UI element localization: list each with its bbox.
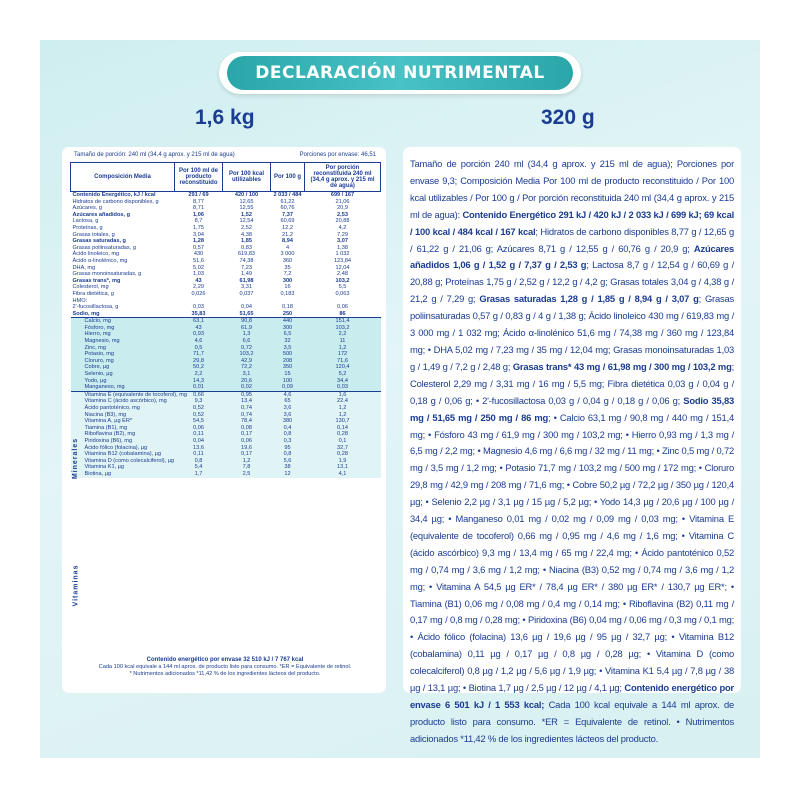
nutrient-name-cell: Niacina (B3), mg xyxy=(71,412,175,419)
nutrient-name-cell: Ácido pantoténico, mg xyxy=(71,405,175,412)
value-cell: 5,2 xyxy=(305,371,381,378)
nutrient-name-cell: Magnesio, mg xyxy=(71,338,175,345)
value-cell: 4 xyxy=(285,244,290,251)
value-cell: 0,09 xyxy=(271,384,305,391)
value-cell: 8,7 xyxy=(194,218,203,225)
nutrient-name-cell: Azúcares añadidos, g xyxy=(72,211,131,218)
nutrient-name-cell: Calcio, mg xyxy=(71,318,175,325)
value-cell: 86 xyxy=(339,310,346,317)
value-cell: 63,1 xyxy=(175,318,223,325)
value-cell: 0,8 xyxy=(271,451,305,458)
value-cell: 7,8 xyxy=(223,464,271,471)
value-cell: 0,3 xyxy=(271,438,305,445)
value-cell: 4,1 xyxy=(305,471,381,478)
value-cell: 43 xyxy=(175,325,223,332)
table-row xyxy=(71,464,381,471)
value-cell: 103,2 xyxy=(223,351,271,358)
value-cell: 3,6 xyxy=(271,405,305,412)
value-cell: 8,71 xyxy=(193,205,204,212)
nutrient-name-cell: Cobre, µg xyxy=(71,364,175,371)
value-cell: 120,4 xyxy=(305,364,381,371)
value-cell: 3,1 xyxy=(223,371,271,378)
value-cell: 2,2 xyxy=(175,371,223,378)
weight-label-left: 1,6 kg xyxy=(195,106,255,129)
table-row xyxy=(71,378,381,385)
value-cell: 4,6 xyxy=(175,338,223,345)
table-row xyxy=(71,205,381,212)
value-cell: 29,8 xyxy=(175,358,223,365)
value-cell: 291 / 69 xyxy=(188,192,209,198)
table-row xyxy=(71,311,381,318)
value-cell xyxy=(271,298,305,305)
value-cell: 3,31 xyxy=(241,284,252,291)
nutrient-name-cell: 2'-fucosillactosa, g xyxy=(72,304,119,311)
value-cell: 15 xyxy=(271,371,305,378)
value-cell: 34,4 xyxy=(305,378,381,385)
table-row xyxy=(71,412,381,419)
table-row xyxy=(71,238,381,245)
nutrient-name-cell: Grasas totales, g xyxy=(72,231,115,238)
value-cell: 5,02 xyxy=(193,264,204,271)
value-cell: 0,06 xyxy=(175,425,223,432)
nutrient-name-cell: Selenio, µg xyxy=(71,371,175,378)
value-cell: 72,2 xyxy=(223,364,271,371)
value-cell: 500 xyxy=(271,351,305,358)
value-cell: 51,6 xyxy=(193,257,204,264)
value-cell: 430 xyxy=(193,251,204,258)
nutrient-name-cell: Hierro, mg xyxy=(71,331,175,338)
minerals-side-label: Minerales xyxy=(72,437,80,479)
value-cell: 3,07 xyxy=(337,238,348,245)
table-row xyxy=(71,471,381,478)
value-cell: 0,1 xyxy=(305,438,381,445)
value-cell: 13,1 xyxy=(305,464,381,471)
table-row xyxy=(71,445,381,452)
value-cell: 6,6 xyxy=(223,338,271,345)
nutrient-name-cell: Zinc, mg xyxy=(71,345,175,352)
paragraph-bold-segment: Grasas saturadas 1,28 g / 1,85 g / 8,94 g / 3,07 g xyxy=(479,293,699,305)
column-header: Por 100 g xyxy=(271,163,305,192)
value-cell: 7,37 xyxy=(282,211,293,218)
nutrient-name-cell: Vitamina A, µg ER* xyxy=(71,418,175,425)
nutrient-name-cell: Fósforo, mg xyxy=(71,325,175,332)
nutrient-name-cell: Cloruro, mg xyxy=(71,358,175,365)
value-cell: 0,74 xyxy=(223,405,271,412)
value-cell: 61,9 xyxy=(223,325,271,332)
table-row xyxy=(71,291,381,298)
value-cell: 12,2 xyxy=(282,224,293,231)
value-cell: 103,2 xyxy=(335,277,350,284)
value-cell: 103,2 xyxy=(305,325,381,332)
paragraph-segment: ; Colesterol 2,29 mg / 3,31 mg / 16 mg / 5,5 mg; Fibra dietética 0,03 g / 0,04 g / 0,18 g / 0,06 g; • 2'-fucosillactosa 0,03 g / 0,04 g / 0,18 g / 0,06 g; xyxy=(410,360,735,406)
value-cell: 22,4 xyxy=(305,398,381,405)
value-cell: 619,83 xyxy=(237,251,256,258)
value-cell: 42,9 xyxy=(223,358,271,365)
table-row xyxy=(71,325,381,332)
page-title: DECLARACIÓN NUTRIMENTAL xyxy=(227,56,573,90)
table-row xyxy=(71,431,381,438)
nutrition-table xyxy=(70,162,381,478)
value-cell: 0,8 xyxy=(271,431,305,438)
value-cell: 208 xyxy=(271,358,305,365)
value-cell: 0,72 xyxy=(223,345,271,352)
value-cell: 13,4 xyxy=(223,398,271,405)
value-cell: 420 / 100 xyxy=(234,192,259,198)
value-cell: 0,52 xyxy=(175,412,223,419)
value-cell: 2,2 xyxy=(305,331,381,338)
value-cell: 90,8 xyxy=(223,318,271,325)
value-cell: 32 xyxy=(271,338,305,345)
value-cell: 9,3 xyxy=(175,398,223,405)
value-cell: 7,29 xyxy=(337,231,348,238)
value-cell: 1,85 xyxy=(241,238,252,245)
nutrient-name-cell: Grasas trans*, mg xyxy=(72,277,121,284)
value-cell: 151,4 xyxy=(305,318,381,325)
table-row xyxy=(71,405,381,412)
value-cell: 1,52 xyxy=(241,211,252,218)
footnote: * Nutrimentos adicionados *11,42 % de los ingredientes lácteos del producto. xyxy=(129,671,321,677)
value-cell: 3,6 xyxy=(271,412,305,419)
nutrient-name-cell: Piridoxina (B6), mg xyxy=(71,438,175,445)
value-cell: 1,2 xyxy=(305,412,381,419)
footnote: Cada 100 kcal equivale a 144 ml aprox. de producto listo para consumo. *ER = Equivalente de retinol. xyxy=(98,664,352,670)
value-cell: 250 xyxy=(282,310,293,317)
table-row xyxy=(71,271,381,278)
value-cell: 0,83 xyxy=(241,244,252,251)
nutrient-name-cell: Contenido Energético, kJ / kcal xyxy=(72,192,156,198)
value-cell: 1,9 xyxy=(305,458,381,465)
table-row xyxy=(71,304,381,311)
table-row xyxy=(71,358,381,365)
value-cell xyxy=(305,298,381,305)
value-cell: 0,01 xyxy=(175,384,223,391)
table-row xyxy=(71,278,381,285)
value-cell: 0,03 xyxy=(193,304,204,311)
nutrient-name-cell: Manganeso, mg xyxy=(71,384,175,391)
value-cell: 20,9 xyxy=(337,205,348,212)
paragraph-segment: Tamaño de porción 240 ml (34,4 g aprox. y 215 ml de agua); Porciones por envase 9,3; Composición Media Por 100 ml de producto reconstituido / Por 100 kcal utilizables / Por 100 g / Por porción reconstituida 240 ml (34,4 g aprox. y 215 ml de agua): xyxy=(410,158,734,220)
table-row xyxy=(71,384,381,391)
table-row xyxy=(71,371,381,378)
value-cell: 2,5 xyxy=(223,471,271,478)
nutrient-name-cell: Ácido linoleico, mg xyxy=(72,251,120,258)
table-row xyxy=(71,298,381,305)
value-cell: 300 xyxy=(271,325,305,332)
value-cell: 0,06 xyxy=(337,304,348,311)
paragraph-segment: ; Grasas poliinsaturadas 0,57 g / 0,83 g / 4 g / 1,38 g; Ácido linoleico 430 mg / 619,83 mg / 3 000 mg / 1 032 mg; Ácido α-linolénico 51,6 mg / 74,38 mg / 360 mg / 123,84 mg; • DHA 5,02 mg / 7,23 mg / 35 mg / 12,04 mg; Grasas monoinsaturadas 1,03 g / 1,49 g / 7,2 g / 2,48 g; xyxy=(410,293,734,372)
nutrient-name-cell: HMO: xyxy=(72,297,88,304)
nutrient-name-cell: Biotina, µg xyxy=(71,471,175,478)
value-cell: 1 032 xyxy=(335,251,350,258)
value-cell: 0,04 xyxy=(175,438,223,445)
value-cell: 440 xyxy=(271,318,305,325)
value-cell: 1,2 xyxy=(223,458,271,465)
value-cell: 61,22 xyxy=(280,198,295,205)
value-cell: 14,3 xyxy=(175,378,223,385)
value-cell: 12,54 xyxy=(239,218,254,225)
table-row xyxy=(71,438,381,445)
nutrient-name-cell: Grasas saturadas, g xyxy=(72,238,126,245)
servings-per-package: Porciones por envase: 46,51 xyxy=(299,152,376,158)
nutrient-name-cell: Azúcares, g xyxy=(72,205,103,212)
value-cell: 0,11 xyxy=(175,431,223,438)
value-cell xyxy=(175,298,223,305)
nutrient-name-cell: Vitamina C (ácido ascórbico), mg xyxy=(71,398,175,405)
value-cell: 4,38 xyxy=(241,231,252,238)
value-cell: 12 xyxy=(271,471,305,478)
table-row xyxy=(71,391,381,398)
value-cell: 71,7 xyxy=(175,351,223,358)
value-cell: 3,5 xyxy=(271,345,305,352)
nutrient-name-cell: Grasas poliinsaturadas, g xyxy=(72,244,136,251)
value-cell: 0,11 xyxy=(175,451,223,458)
value-cell: 2 033 / 484 xyxy=(273,192,302,198)
value-cell: 0,063 xyxy=(335,290,350,297)
table-footer xyxy=(70,657,380,678)
value-cell: 1,06 xyxy=(193,211,204,218)
value-cell: 1,3 xyxy=(223,331,271,338)
nutrient-name-cell: DHA, mg xyxy=(72,264,96,271)
value-cell: 0,57 xyxy=(193,244,204,251)
nutrient-name-cell: Ácido fólico (folacina), µg xyxy=(71,445,175,452)
value-cell xyxy=(223,298,271,305)
value-cell: 32,7 xyxy=(305,445,381,452)
value-cell: 12,04 xyxy=(335,264,350,271)
table-row xyxy=(71,364,381,371)
value-cell: 0,08 xyxy=(223,425,271,432)
value-cell: 380 xyxy=(271,418,305,425)
nutrient-name-cell: Vitamina D (como colecalciferol), µg xyxy=(71,458,175,465)
nutrient-name-cell: Lactosa, g xyxy=(72,218,99,225)
value-cell: 0,28 xyxy=(305,431,381,438)
value-cell: 130,7 xyxy=(305,418,381,425)
value-cell: 0,66 xyxy=(175,391,223,398)
value-cell: 2,29 xyxy=(193,284,204,291)
table-row xyxy=(71,398,381,405)
value-cell: 350 xyxy=(271,364,305,371)
value-cell: 0,8 xyxy=(175,458,223,465)
value-cell: 2,53 xyxy=(337,211,348,218)
nutrient-name-cell: Yodo, µg xyxy=(71,378,175,385)
column-header: Por 100 kcal utilizables xyxy=(223,163,271,192)
value-cell: 12,55 xyxy=(239,205,254,212)
paragraph-bold-segment: Contenido Energético 291 kJ / 420 kJ / 2 033 kJ / 699 kJ; 69 kcal / 100 kcal / 484 kcal / 167 kcal xyxy=(410,208,734,237)
table-row xyxy=(71,199,381,206)
value-cell: 699 / 167 xyxy=(330,192,355,198)
value-cell: 0,52 xyxy=(175,405,223,412)
nutrient-name-cell: Fibra dietética, g xyxy=(72,290,114,297)
table-row xyxy=(71,225,381,232)
nutrient-name-cell: Proteínas, g xyxy=(72,224,103,231)
value-cell: 0,95 xyxy=(223,391,271,398)
value-cell: 3,04 xyxy=(193,231,204,238)
table-row xyxy=(71,258,381,265)
value-cell: 2,52 xyxy=(241,224,252,231)
value-cell: 1,03 xyxy=(193,271,204,278)
value-cell: 4,2 xyxy=(338,224,347,231)
value-cell: 38 xyxy=(271,464,305,471)
value-cell: 0,18 xyxy=(282,304,293,311)
table-row xyxy=(71,212,381,219)
value-cell: 1,75 xyxy=(193,224,204,231)
value-cell: 11 xyxy=(305,338,381,345)
value-cell: 0,4 xyxy=(271,425,305,432)
table-row xyxy=(71,251,381,258)
value-cell: 54,5 xyxy=(175,418,223,425)
table-row xyxy=(71,418,381,425)
paragraph-bold-segment: Sodio 35,83 mg / 51,65 mg / 250 mg / 86 mg xyxy=(410,394,735,423)
nutrient-name-cell: Ácido α-linolénico, mg xyxy=(72,257,128,264)
value-cell: 2,48 xyxy=(337,271,348,278)
value-cell: 0,17 xyxy=(223,431,271,438)
value-cell: 60,69 xyxy=(280,218,295,225)
nutrient-name-cell: Vitamina E (equivalente de tocoferol), mg xyxy=(71,391,175,398)
value-cell: 8,94 xyxy=(282,238,293,245)
value-cell: 5,5 xyxy=(338,284,347,291)
value-cell: 360 xyxy=(282,257,293,264)
paragraph-segment: ; Hidratos de carbono disponibles 8,77 g / 12,65 g / 61,22 g / 21,06 g; Azúcares 8,71 g / 12,55 g / 60,76 g / 20,9 g; xyxy=(410,225,734,254)
table-row xyxy=(71,232,381,239)
nutrient-name-cell: Colesterol, mg xyxy=(72,284,109,291)
table-row xyxy=(71,345,381,352)
nutrient-name-cell: Hidratos de carbono disponibles, g xyxy=(72,198,159,205)
nutrition-paragraph xyxy=(410,156,734,748)
value-cell: 95 xyxy=(271,445,305,452)
value-cell: 51,65 xyxy=(239,310,254,317)
value-cell: 0,28 xyxy=(305,451,381,458)
table-row xyxy=(71,338,381,345)
value-cell: 0,14 xyxy=(305,425,381,432)
table-row xyxy=(71,425,381,432)
value-cell: 43 xyxy=(195,277,202,284)
value-cell: 1,6 xyxy=(305,391,381,398)
nutrient-name-cell: Riboflavina (B2), mg xyxy=(71,431,175,438)
value-cell: 60,76 xyxy=(280,205,295,212)
value-cell: 13,6 xyxy=(175,445,223,452)
paragraph-bold-segment: Azúcares añadidos 1,06 g / 1,52 g / 7,37 g / 2,53 g xyxy=(410,242,734,271)
value-cell: 0,5 xyxy=(175,345,223,352)
table-row xyxy=(71,318,381,325)
table-row xyxy=(71,351,381,358)
value-cell: 0,02 xyxy=(223,384,271,391)
value-cell: 0,93 xyxy=(175,331,223,338)
value-cell: 1,2 xyxy=(305,405,381,412)
column-header: Composición Media xyxy=(71,163,175,192)
value-cell: 0,026 xyxy=(191,290,206,297)
value-cell: 61,98 xyxy=(239,277,254,284)
value-cell: 35,83 xyxy=(191,310,206,317)
value-cell: 71,6 xyxy=(305,358,381,365)
value-cell: 0,03 xyxy=(305,384,381,391)
value-cell: 5,4 xyxy=(175,464,223,471)
column-header: Por 100 ml de producto reconstituido xyxy=(175,163,223,192)
value-cell: 7,2 xyxy=(283,271,292,278)
value-cell: 172 xyxy=(305,351,381,358)
table-row xyxy=(71,458,381,465)
value-cell: 300 xyxy=(282,277,293,284)
table-row xyxy=(71,331,381,338)
value-cell: 1,2 xyxy=(305,345,381,352)
value-cell: 6,5 xyxy=(271,331,305,338)
value-cell: 0,04 xyxy=(241,304,252,311)
column-header: Por porción reconstituida 240 ml (34,4 g aprox. y 215 ml de agua) xyxy=(305,163,381,192)
value-cell: 0,17 xyxy=(223,451,271,458)
nutrient-name-cell: Grasas monoinsaturadas, g xyxy=(72,271,142,278)
weight-label-right: 320 g xyxy=(541,106,595,129)
paragraph-segment: ; Lactosa 8,7 g / 12,54 g / 60,69 g / 20,88 g; Proteínas 1,75 g / 2,52 g / 12,2 g / 4,2 g; Grasas totales 3,04 g / 4,38 g / 21,2 g / 7,29 g; xyxy=(410,259,734,305)
value-cell: 1,38 xyxy=(337,244,348,251)
paragraph-bold-segment: Contenido energético por envase 6 501 kJ / 1 553 kcal; xyxy=(410,682,734,710)
paragraph-bold-segment: Grasas trans* 43 mg / 61,98 mg / 300 mg / 103,2 mg xyxy=(512,360,732,372)
nutrient-name-cell: Sodio, mg xyxy=(72,310,100,317)
value-cell: 3 000 xyxy=(280,251,295,258)
table-row xyxy=(71,218,381,225)
paragraph-segment: Cada 100 kcal equivale a 144 ml aprox. de producto listo para consumo. *ER = Equivalente de retinol. • Nutrimentos adicionados *11,42 % de los ingredientes lácteos del producto. xyxy=(410,699,734,744)
value-cell: 0,037 xyxy=(239,290,254,297)
nutrient-name-cell: Vitamina B12 (cobalamina), µg xyxy=(71,451,175,458)
value-cell: 20,88 xyxy=(335,218,350,225)
value-cell: 65 xyxy=(271,398,305,405)
value-cell: 0,06 xyxy=(223,438,271,445)
vitamins-side-label: Vitaminas xyxy=(72,564,80,606)
value-cell: 50,2 xyxy=(175,364,223,371)
value-cell: 78,4 xyxy=(223,418,271,425)
value-cell: 0,74 xyxy=(223,412,271,419)
value-cell: 21,06 xyxy=(335,198,350,205)
value-cell: 1,49 xyxy=(241,271,252,278)
paragraph-segment: ; • Calcio 63,1 mg / 90,8 mg / 440 mg / 151,4 mg; • Fósforo 43 mg / 61,9 mg / 300 mg / 103,2 mg; • Hierro 0,93 mg / 1,3 mg / 6,5 mg / 2,2 mg; • Magnesio 4,6 mg / 6,6 mg / 32 mg / 11 mg; • Zinc 0,5 mg / 0,72 mg / 3,5 mg / 1,2 mg; • Potasio 71,7 mg / 103,2 mg / 500 mg / 172 mg; • Cloruro 29,8 mg / 42,9 mg / 208 mg / 71,6 mg; • Cobre 50,2 µg / 72,2 µg / 350 µg / 120,4 µg; • Selenio 2,2 µg / 3,1 µg / 15 µg / 5,2 µg; • Yodo 14,3 µg / 20,6 µg / 100 µg / 34,4 µg; • Manganeso 0,01 mg / 0,02 mg / 0,09 mg / 0,03 mg; • Vitamina E (equivalente de tocoferol) 0,66 mg / 0,95 mg / 4,6 mg / 1,6 mg; • Vitamina C (ácido ascórbico) 9,3 mg / 13,4 mg / 65 mg / 22,4 mg; • Ácido pantoténico 0,52 mg / 0,74 mg / 3,6 mg / 1,2 mg; • Niacina (B3) 0,52 mg / 0,74 mg / 3,6 mg / 1,2 mg; • Vitamina A 54,5 µg ER* / 78,4 µg ER* / 380 µg ER* / 130,7 µg ER*; • Tiamina (B1) 0,06 mg / 0,08 mg / 0,4 mg / 0,14 mg; • Riboflavina (B2) 0,11 mg / 0,17 mg / 0,8 mg / 0,28 mg; • Piridoxina (B6) 0,04 mg / 0,06 mg / 0,3 mg / 0,1 mg; • Ácido fólico (folacina) 13,6 µg / 19,6 µg / 95 µg / 32,7 µg; • Vitamina B12 (cobalamina) 0,11 µg / 0,17 µg / 0,8 µg / 0,28 µg; • Vitamina D (como colecalciferol) 0,8 µg / 1,2 µg / 5,6 µg / 1,9 µg; • Vitamina K1 5,4 µg / 7,8 µg / 38 µg / 13,1 µg; • Biotina 1,7 µg / 2,5 µg / 12 µg / 4,1 µg; xyxy=(410,411,734,694)
value-cell: 20,6 xyxy=(223,378,271,385)
value-cell: 1,7 xyxy=(175,471,223,478)
value-cell: 7,23 xyxy=(241,264,252,271)
portion-size: Tamaño de porción: 240 ml (34,4 g aprox. y 215 ml de agua) xyxy=(74,152,235,158)
value-cell: 21,2 xyxy=(282,231,293,238)
table-row xyxy=(71,265,381,272)
table-row xyxy=(71,192,381,199)
value-cell: 100 xyxy=(271,378,305,385)
table-header-info xyxy=(70,150,380,160)
value-cell: 16 xyxy=(284,284,291,291)
nutrient-name-cell: Tiamina (B1), mg xyxy=(71,425,175,432)
energy-per-package: Contenido energético por envase 32 510 kJ / 7 767 kcal xyxy=(146,657,304,663)
table-row xyxy=(71,284,381,291)
nutrient-name-cell: Vitamina K1, µg xyxy=(71,464,175,471)
value-cell: 35 xyxy=(284,264,291,271)
nutrient-name-cell: Potasio, mg xyxy=(71,351,175,358)
value-cell: 74,38 xyxy=(239,257,254,264)
value-cell: 12,65 xyxy=(239,198,254,205)
value-cell: 19,6 xyxy=(223,445,271,452)
value-cell: 0,183 xyxy=(280,290,295,297)
value-cell: 5,6 xyxy=(271,458,305,465)
value-cell: 4,6 xyxy=(271,391,305,398)
value-cell: 123,84 xyxy=(333,257,352,264)
value-cell: 8,77 xyxy=(193,198,204,205)
value-cell: 1,28 xyxy=(193,238,204,245)
table-row xyxy=(71,451,381,458)
